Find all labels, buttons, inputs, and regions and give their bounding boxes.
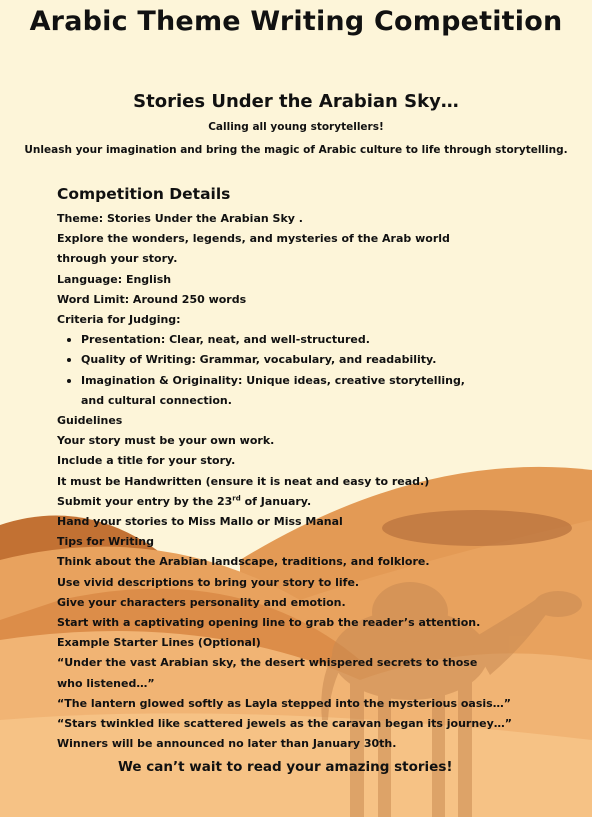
guideline-own-work: Your story must be your own work. xyxy=(57,434,275,448)
tip-item: Start with a captivating opening line to grab the reader’s attention. xyxy=(57,616,481,630)
criteria-list xyxy=(57,330,497,411)
language-line: Language: English xyxy=(57,272,172,286)
tip-item: Think about the Arabian landscape, traditions, and folklore. xyxy=(57,555,430,569)
starters-heading: Example Starter Lines (Optional) xyxy=(57,636,261,650)
criteria-item: Quality of Writing: Grammar, vocabulary, and readability. xyxy=(81,350,497,370)
criteria-item: Imagination & Originality: Unique ideas, creative storytelling, and cultural connection. xyxy=(81,371,471,411)
starter-line: “Stars twinkled like scattered jewels as the caravan began its journey…” xyxy=(57,717,513,731)
calling-line: Calling all young storytellers! xyxy=(208,121,384,133)
guideline-handwritten: It must be Handwritten (ensure it is neat and easy to read.) xyxy=(57,474,430,488)
competition-details-heading: Competition Details xyxy=(57,185,231,203)
guideline-hand-in: Hand your stories to Miss Mallo or Miss Manal xyxy=(57,515,343,529)
explore-line: Explore the wonders, legends, and mysteries of the Arab world through your story. xyxy=(57,232,450,266)
poster-title: Arabic Theme Writing Competition xyxy=(29,6,563,37)
criteria-item: Presentation: Clear, neat, and well-structured. xyxy=(81,330,497,350)
starter-line: “Under the vast Arabian sky, the desert whispered secrets to those who listened…” xyxy=(57,656,478,690)
theme-line: Theme: Stories Under the Arabian Sky . xyxy=(57,212,303,225)
tip-item: Use vivid descriptions to bring your story to life. xyxy=(57,575,360,589)
tips-heading: Tips for Writing xyxy=(57,535,154,549)
criteria-heading: Criteria for Judging: xyxy=(57,313,181,327)
guideline-submit xyxy=(57,492,497,512)
word-limit-line: Word Limit: Around 250 words xyxy=(57,292,247,306)
guidelines-heading: Guidelines xyxy=(57,414,123,428)
poster-subtitle: Stories Under the Arabian Sky… xyxy=(133,91,459,112)
submit-suffix: of January. xyxy=(240,494,312,508)
tip-item: Give your characters personality and emotion. xyxy=(57,595,346,609)
submit-ordinal: rd xyxy=(232,494,241,503)
submit-prefix: Submit your entry by the 23 xyxy=(57,494,233,508)
closing-line: We can’t wait to read your amazing stories! xyxy=(118,759,453,775)
announcement-line: Winners will be announced no later than January 30th. xyxy=(57,737,397,751)
guideline-title: Include a title for your story. xyxy=(57,454,236,468)
starter-line: “The lantern glowed softly as Layla stepped into the mysterious oasis…” xyxy=(57,696,511,710)
competition-body xyxy=(57,209,513,754)
intro-line: Unleash your imagination and bring the magic of Arabic culture to life through storytelling. xyxy=(24,144,568,156)
